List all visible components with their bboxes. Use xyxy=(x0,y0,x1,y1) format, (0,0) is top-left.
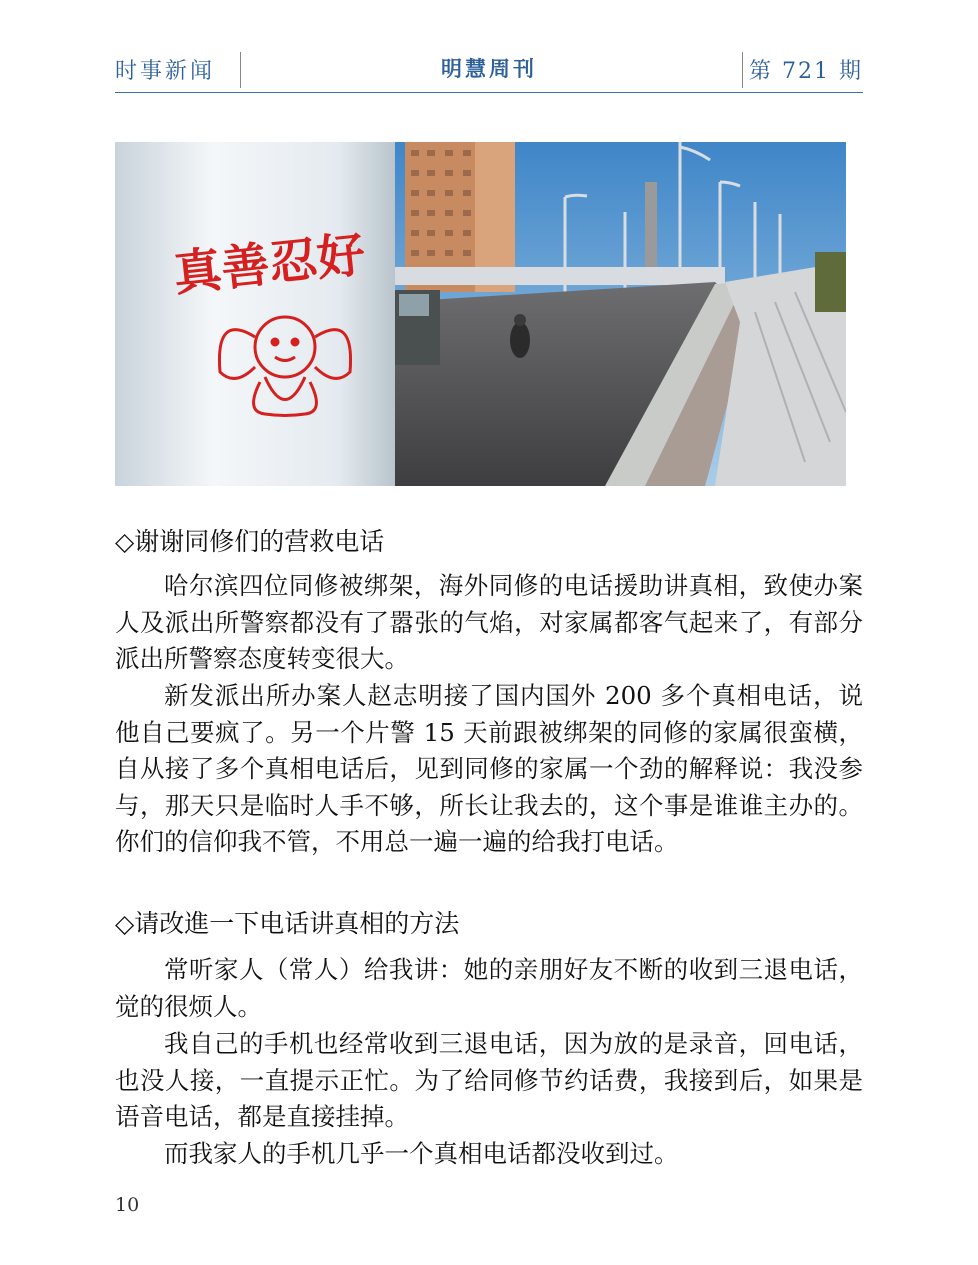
section-title-rescue-calls: ◇谢谢同修们的营救电话 xyxy=(115,527,385,556)
page-number: 10 xyxy=(115,1194,140,1216)
photo-illustration xyxy=(115,142,846,486)
paragraph-5: 而我家人的手机几乎一个真相电话都没收到过。 xyxy=(164,1139,679,1168)
paragraph-4: 我自己的手机也经常收到三退电话，因为放的是录音，回电话，也没人接，一直提示正忙。为了给同修节约话费，我接到后，如果是语音电话，都是直接挂掉。 xyxy=(115,1029,863,1131)
section-title-improve-method: ◇请改進一下电话讲真相的方法 xyxy=(115,909,460,938)
header-issue-number: 第 721 期 xyxy=(749,59,863,84)
page-header xyxy=(115,50,863,93)
article-photo xyxy=(115,142,846,486)
paragraph-3: 常听家人（常人）给我讲：她的亲朋好友不断的收到三退电话，觉的很烦人。 xyxy=(115,955,863,1021)
paragraph-2: 新发派出所办案人赵志明接了国内国外 200 多个真相电话，说他自己要疯了。另一个片警 15 天前跟被绑架的同修的家属很蛮横，自从接了多个真相电话后，见到同修的家属一个劲的解释说：我没参与，那天只是临时人手不够，所长让我去的，这个事是谁谁主办的。你们的信仰我不管，不用总一遍一遍的给我打电话。 xyxy=(115,681,863,856)
header-section-label: 时事新闻 xyxy=(115,59,216,84)
header-divider-right xyxy=(742,52,743,88)
poster-text: 真善忍好 xyxy=(170,226,368,303)
paragraph-1: 哈尔滨四位同修被绑架，海外同修的电话援助讲真相，致使办案人及派出所警察都没有了嚣张的气焰，对家属都客气起来了，有部分派出所警察态度转变很大。 xyxy=(115,571,863,673)
header-publication-title: 明慧周刊 xyxy=(441,57,537,81)
